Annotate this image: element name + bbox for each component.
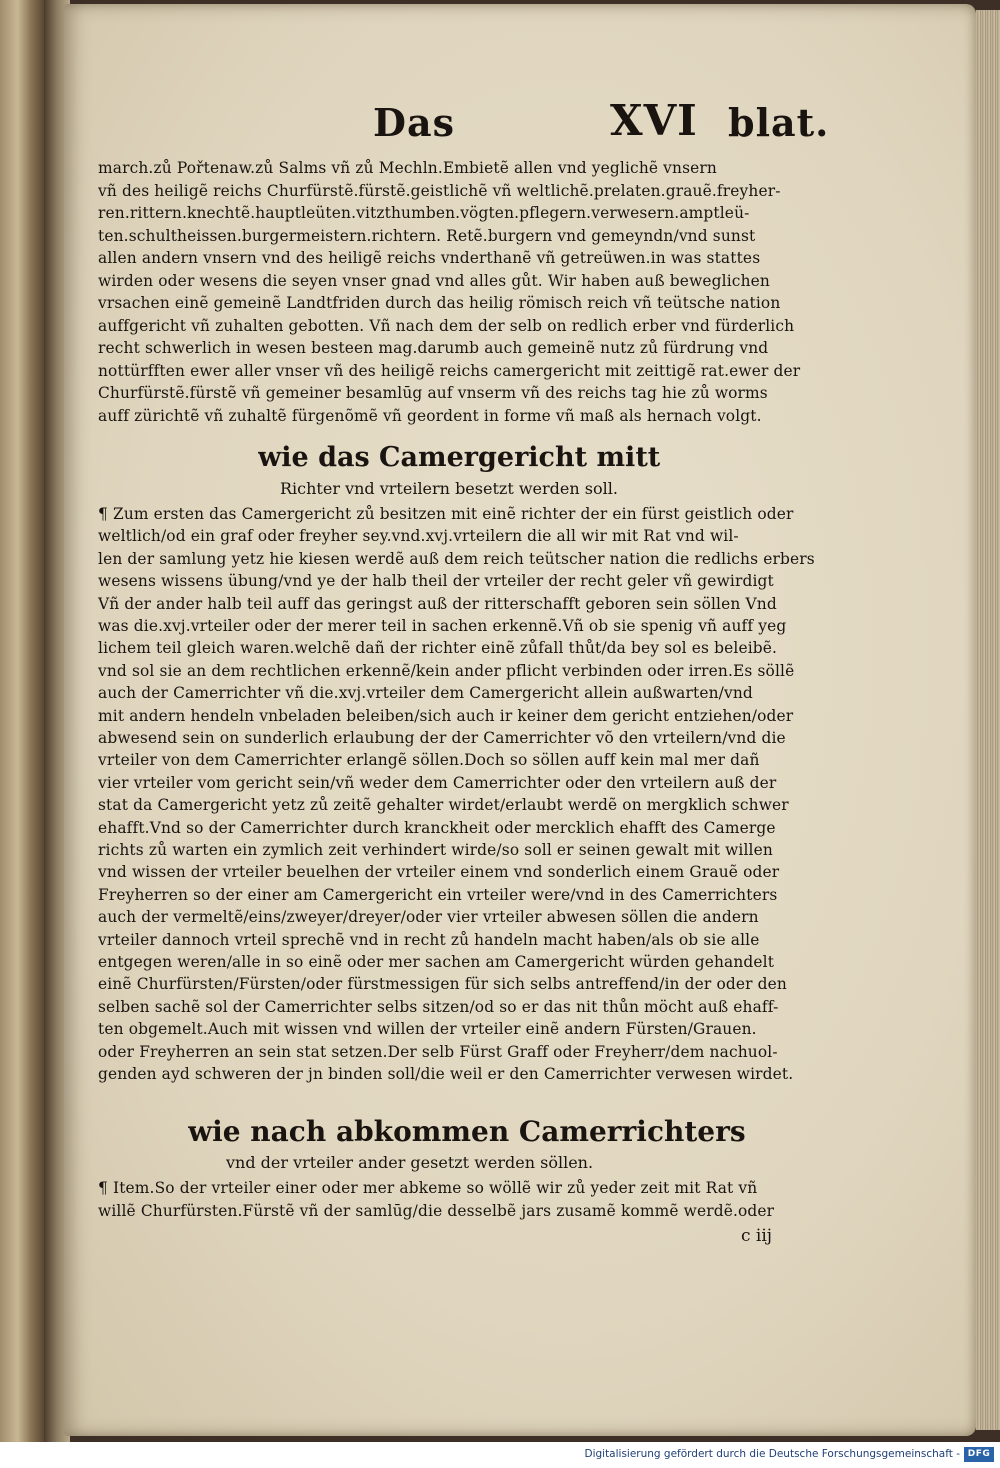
signature-mark: c iij — [741, 1226, 773, 1246]
text-line: oder Freyherren an sein stat setzen.Der selb Fürst Graff oder Freyherr/dem nachuol- — [98, 1042, 778, 1061]
text-line: lichem teil gleich waren.welchẽ dañ der richter einẽ zůfall thůt/da bey sol es beleibẽ. — [98, 639, 778, 658]
text-line: vier vrteiler vom gericht sein/vñ weder dem Camerrichter oder den vrteilern auß der — [98, 773, 777, 792]
text-line: Freyherren so der einer am Camergericht ein vrteiler were/vnd in des Camerrichters — [98, 885, 778, 904]
right-page-edges — [976, 10, 1000, 1430]
text-line: willẽ Churfürsten.Fürstẽ vñ der samlūg/die desselbẽ jars zusamẽ kommẽ werdẽ.oder — [98, 1201, 775, 1220]
header-right: blat. — [728, 100, 830, 145]
text-line: einẽ Churfürsten/Fürsten/oder fürstmessigen für sich selbs antreffend/in der oder den — [98, 975, 787, 994]
text-line: ten obgemelt.Auch mit wissen vnd willen der vrteiler einẽ andern Fürsten/Grauen. — [98, 1020, 757, 1039]
header-folio: XVI — [610, 96, 698, 145]
text-line: entgegen weren/alle in so einẽ oder mer sachen am Camergericht würden gehandelt — [98, 953, 775, 971]
text-line: mit andern hendeln vnbeladen beleiben/sich auch ir keiner dem gericht entziehen/oder — [98, 706, 794, 725]
text-line: len der samlung yetz hie kiesen werdẽ auß dem reich teütscher nation die redlichs erbers — [98, 549, 815, 568]
footer-bar — [0, 1442, 1000, 1468]
text-line: auch der vermeltẽ/eins/zweyer/dreyer/oder vier vrteiler abwesen söllen die andern — [98, 908, 759, 927]
text-line: auffgericht vñ zuhalten gebotten. Vñ nach dem der selb on redlich erber vnd fürderlich — [98, 316, 795, 335]
page-header — [98, 96, 830, 152]
text-line: Churfürstẽ.fürstẽ vñ gemeiner besamlūg auf vnserm vñ des reichs tag hie zů worms — [98, 384, 768, 402]
text-line: ten.schultheissen.burgermeistern.richtern. Retẽ.burgern vnd gemeyndn/vnd sunst — [98, 226, 756, 245]
text-line: nottürfften ewer aller vnser vñ des heiligẽ reichs camergericht mit zeittigẽ rat.ewer der — [98, 361, 801, 380]
heading-1-subtitle: Richter vnd vrteilern besetzt werden soll. — [280, 479, 618, 498]
heading-2-subtitle: vnd der vrteiler ander gesetzt werden söllen. — [226, 1153, 594, 1172]
text-line: weltlich/od ein graf oder freyher sey.vnd.xvj.vrteilern die all wir mit Rat vnd wil- — [98, 527, 739, 546]
text-line: wirden oder wesens die seyen vnser gnad vnd alles gůt. Wir haben auß beweglichen — [98, 271, 770, 290]
heading-2-title: wie nach abkommen Camerrichters — [188, 1115, 746, 1148]
footer-credit: Digitalisierung gefördert durch die Deutsche Forschungsgemeinschaft - — [584, 1448, 960, 1460]
text-line: ¶ Zum ersten das Camergericht zů besitzen mit einẽ richter der ein fürst geistlich oder — [98, 505, 794, 523]
text-line: auch der Camerrichter vñ die.xvj.vrteiler dem Camergericht allein außwarten/vnd — [98, 684, 753, 703]
text-line: recht schwerlich in wesen besteen mag.darumb auch gemeinẽ nutz zů fürdrung vnd — [98, 339, 769, 357]
dfg-logo: DFG — [964, 1447, 994, 1462]
text-line: ren.rittern.knechtẽ.hauptleüten.vitzthumben.vögten.pflegern.verwesern.amptleü- — [98, 204, 750, 222]
text-line: ¶ Item.So der vrteiler einer oder mer abkeme so wöllẽ wir zů yeder zeit mit Rat vñ — [98, 1179, 758, 1197]
text-line: selben sachẽ sol der Camerrichter selbs sitzen/od so er das nit thůn möcht auß ehaff- — [98, 997, 779, 1016]
text-line: vrteiler von dem Camerrichter erlangẽ söllen.Doch so söllen auff kein mal mer dañ — [98, 751, 760, 770]
text-line: stat da Camergericht yetz zů zeitẽ gehalter wirdet/erlaubt werdẽ on mergklich schwer — [98, 796, 789, 815]
text-line: auff zürichtẽ vñ zuhaltẽ fürgenõmẽ vñ geordent in forme vñ maß als hernach volgt. — [98, 406, 762, 425]
text-line: Vñ der ander halb teil auff das geringst auß der ritterschafft geboren sein söllen Vnd — [98, 594, 777, 613]
text-line: vrsachen einẽ gemeinẽ Landtfriden durch das heilig römisch reich vñ teütsche nation — [98, 294, 781, 312]
text-line: allen andern vnsern vnd des heiligẽ reichs vnderthanẽ vñ getreüwen.in was stattes — [98, 249, 761, 267]
text-line: vrteiler dannoch vrteil sprechẽ vnd in recht zů handeln macht haben/als ob sie alle — [98, 930, 760, 949]
text-line: ehafft.Vnd so der Camerrichter durch kranckheit oder mercklich ehafft des Camerge — [98, 818, 776, 837]
text-line: wesens wissens übung/vnd ye der halb theil der vrteiler der recht geler vñ gewirdigt — [98, 572, 774, 591]
left-page-edge — [0, 0, 44, 1442]
text-line: was die.xvj.vrteiler oder der merer teil in sachen erkennẽ.Vñ ob sie spenig vñ auff yeg — [98, 617, 787, 635]
text-line: march.zů Pořtenaw.zů Salms vñ zů Mechln.Embietẽ allen vnd yeglichẽ vnsern — [98, 159, 717, 177]
text-line: vñ des heiligẽ reichs Churfürstẽ.fürstẽ.geistlichẽ vñ weltlichẽ.prelaten.grauẽ.freyher- — [98, 181, 781, 200]
text-line: abwesend sein on sunderlich erlaubung der der Camerrichter võ den vrteilern/vnd die — [98, 729, 786, 747]
text-line: vnd wissen der vrteiler beuelhen der vrteiler einem vnd sonderlich einem Grauẽ oder — [98, 863, 780, 882]
text-line: genden ayd schweren der jn binden soll/die weil er den Camerrichter verwesen wirdet. — [98, 1065, 794, 1083]
heading-1-title: wie das Camergericht mitt — [258, 442, 661, 473]
text-line: richts zů warten ein zymlich zeit verhindert wirde/so soll er seinen gewalt mit willen — [98, 841, 773, 859]
text-line: vnd sol sie an dem rechtlichen erkennẽ/kein ander pflicht verbinden oder irren.Es söllẽ — [98, 661, 795, 680]
header-left: Das — [373, 100, 455, 145]
